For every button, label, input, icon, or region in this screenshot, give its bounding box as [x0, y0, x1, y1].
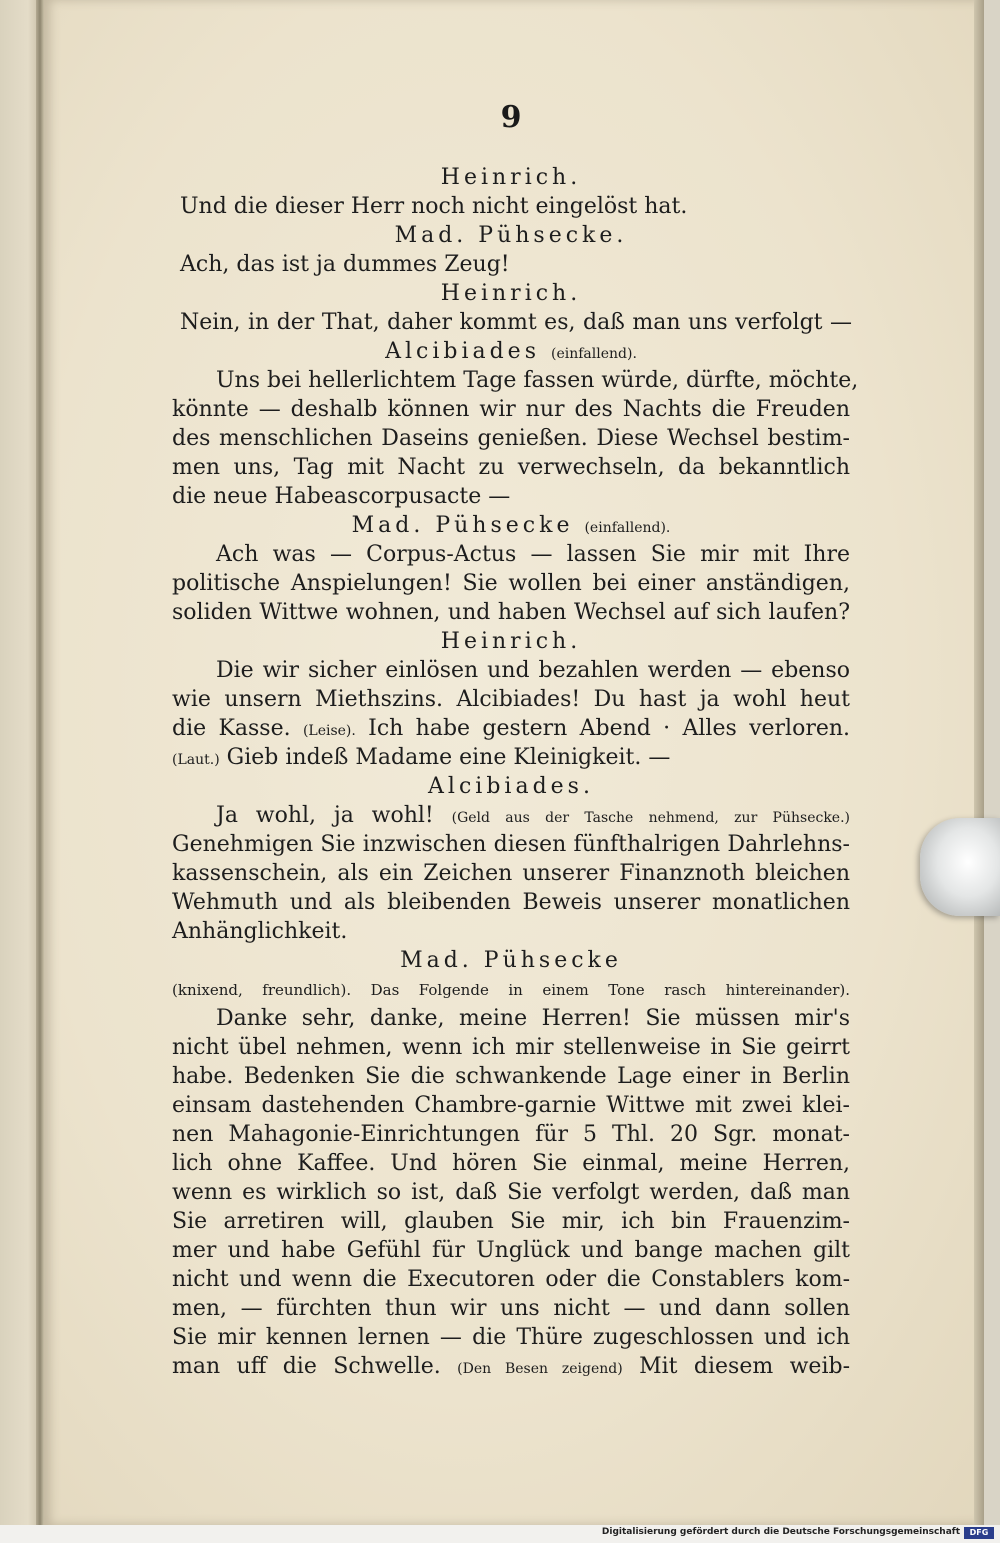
text-line: des menschlichen Daseins genießen. Diese Wechsel bestim-	[172, 426, 850, 451]
page-number: 9	[500, 100, 522, 135]
speaker-heading: Alcibiades.	[428, 774, 594, 799]
text-line: nicht und wenn die Executoren oder die Constablers kom-	[172, 1267, 850, 1292]
text-line: men, — fürchten thun wir uns nicht — und dann sollen	[172, 1296, 850, 1321]
text-line: könnte — deshalb können wir nur des Nachts die Freuden	[172, 397, 850, 422]
stage-direction-line: (knixend, freundlich). Das Folgende in einem Tone rasch hintereinander).	[172, 981, 850, 999]
text-line: Ach was — Corpus-Actus — lassen Sie mir mit Ihre	[216, 542, 850, 567]
stage-direction: (Den Besen zeigend)	[457, 1361, 623, 1377]
text-line: wenn es wirklich so ist, daß Sie verfolgt werden, daß man	[172, 1180, 850, 1205]
text-line: politische Anspielungen! Sie wollen bei einer anständigen,	[172, 571, 850, 596]
text-line: Nein, in der That, daher kommt es, daß man uns verfolgt —	[180, 310, 852, 335]
speaker-name: Mad. Pühsecke	[351, 513, 574, 538]
text-line: men uns, Tag mit Nacht zu verwechseln, da bekanntlich	[172, 455, 850, 480]
text-line: Ach, das ist ja dummes Zeug!	[180, 252, 510, 277]
text-line: habe. Bedenken Sie die schwankende Lage einer in Berlin	[172, 1064, 850, 1089]
text-line: Wehmuth und als bleibenden Beweis unserer monatlichen	[172, 890, 850, 915]
text-line	[216, 801, 850, 831]
stage-direction: (einfallend).	[551, 346, 637, 362]
text-line	[172, 1352, 850, 1382]
text-line: Genehmigen Sie inzwischen diesen fünfthalrigen Dahrlehns-	[172, 832, 850, 857]
speaker-heading: Mad. Pühsecke	[400, 948, 622, 973]
speaker-heading: Heinrich.	[440, 281, 582, 306]
text-line: Uns bei hellerlichtem Tage fassen würde, dürfte, möchte,	[216, 368, 859, 393]
text-line: Anhänglichkeit.	[172, 919, 348, 944]
text-line: Und die dieser Herr noch nicht eingelöst hat.	[180, 194, 688, 219]
text-line: Sie mir kennen lernen — die Thüre zugeschlossen und ich	[172, 1325, 850, 1350]
text-segment: man uff die Schwelle.	[172, 1354, 441, 1379]
text-line: die neue Habeascorpusacte —	[172, 484, 511, 509]
text-line: nen Mahagonie-Einrichtungen für 5 Thl. 20 Sgr. monat-	[172, 1122, 850, 1147]
facing-page-edge	[0, 0, 40, 1543]
stage-direction: (Leise).	[302, 723, 356, 739]
text-line: lich ohne Kaffee. Und hören Sie einmal, meine Herren,	[172, 1151, 850, 1176]
text-segment: Gieb indeß Madame eine Kleinigkeit. —	[226, 745, 671, 770]
stage-direction: (Geld aus der Tasche nehmend, zur Pühsecke.)	[451, 810, 850, 826]
speaker-heading	[44, 337, 978, 367]
page-turn-tab[interactable]	[920, 818, 1000, 916]
dfg-logo-icon: DFG	[964, 1527, 994, 1539]
speaker-heading: Mad. Pühsecke.	[394, 223, 628, 248]
text-line: nicht übel nehmen, wenn ich mir stellenweise in Sie geirrt	[172, 1035, 850, 1060]
text-line	[172, 714, 850, 744]
text-line: kassenschein, als ein Zeichen unserer Finanznoth bleichen	[172, 861, 850, 886]
book-page	[44, 0, 978, 1525]
page-edge	[974, 0, 984, 1525]
text-line: Die wir sicher einlösen und bezahlen werden — ebenso	[216, 658, 850, 683]
text-segment: die Kasse.	[172, 716, 291, 741]
speaker-name: Alcibiades	[385, 339, 540, 364]
scan-background	[984, 0, 1000, 1525]
book-gutter	[36, 0, 44, 1543]
text-line	[172, 743, 732, 773]
text-line: Sie arretiren will, glauben Sie mir, ich bin Frauenzim-	[172, 1209, 850, 1234]
stage-direction: (Laut.)	[172, 752, 220, 768]
text-line: mer und habe Gefühl für Unglück und bange machen gilt	[172, 1238, 850, 1263]
text-segment: Ich habe gestern Abend · Alles verloren.	[368, 716, 851, 741]
text-segment: Ja wohl, ja wohl!	[216, 803, 434, 828]
text-line: einsam dastehenden Chambre-garnie Wittwe mit zwei klei-	[172, 1093, 850, 1118]
speaker-heading: Heinrich.	[440, 165, 582, 190]
speaker-heading	[44, 511, 978, 541]
text-line: wie unsern Miethszins. Alcibiades! Du hast ja wohl heut	[172, 687, 850, 712]
funding-credit: Digitalisierung gefördert durch die Deutsche Forschungsgemeinschaft	[601, 1527, 960, 1537]
text-segment: Mit diesem weib-	[639, 1354, 851, 1379]
text-line: soliden Wittwe wohnen, und haben Wechsel auf sich laufen?	[172, 600, 850, 625]
speaker-heading: Heinrich.	[440, 629, 582, 654]
stage-direction: (einfallend).	[584, 520, 671, 536]
text-line: Danke sehr, danke, meine Herren! Sie müssen mir's	[216, 1006, 850, 1031]
